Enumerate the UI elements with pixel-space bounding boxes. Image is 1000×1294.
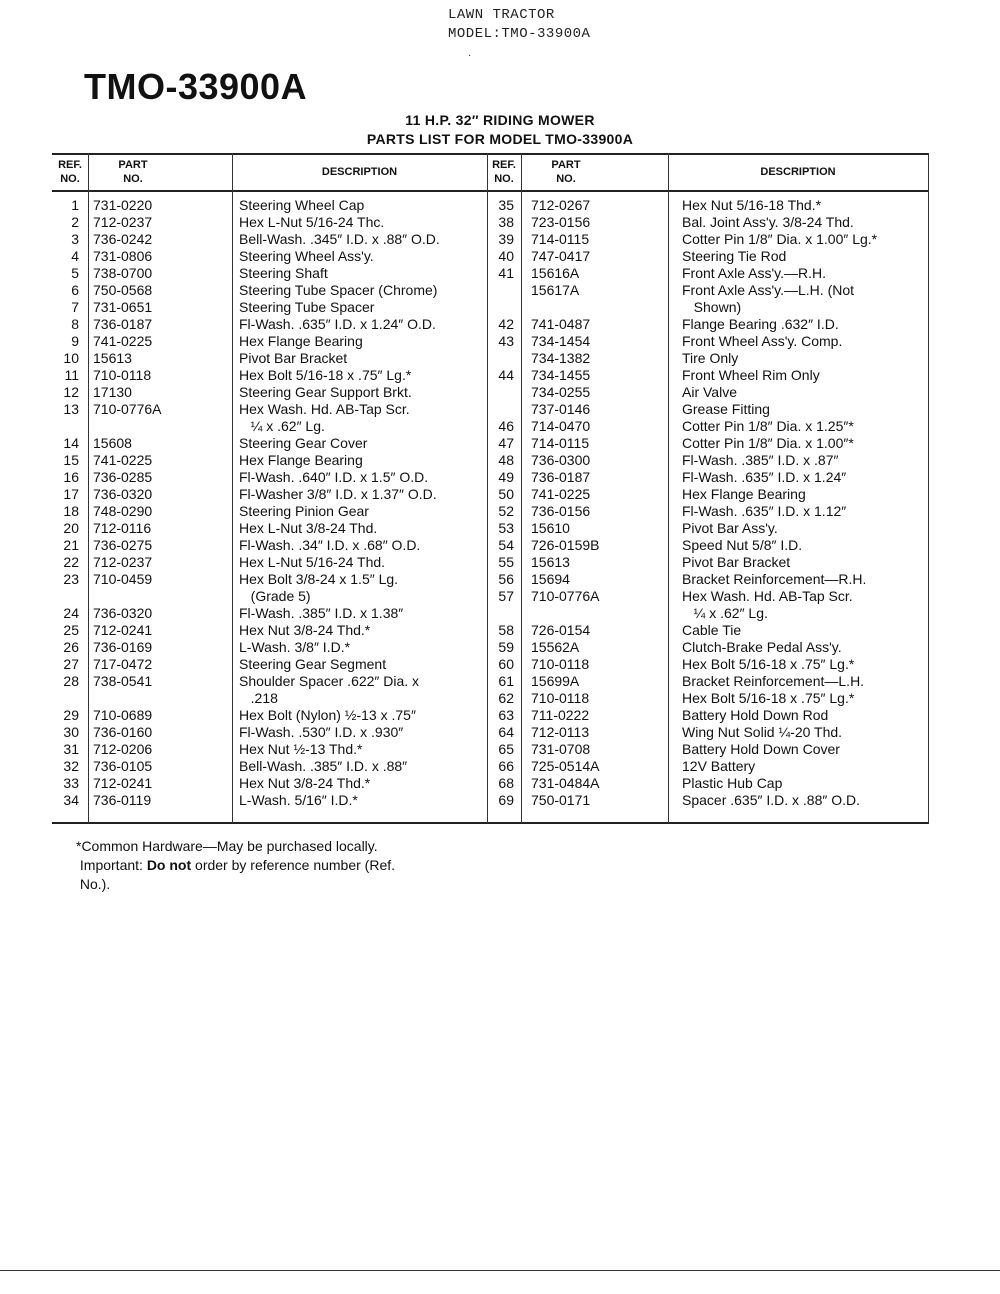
part-no-cell: 736-0285 xyxy=(93,469,153,485)
ref-no-cell: 38 xyxy=(498,214,514,230)
part-no-cell: 734-1455 xyxy=(531,367,591,383)
ref-no-cell: 49 xyxy=(498,469,514,485)
ref-no-cell: 41 xyxy=(498,265,514,281)
part-no-cell: 726-0159B xyxy=(531,537,600,553)
description-cell: Fl-Wash. .640″ I.D. x 1.5″ O.D. xyxy=(239,469,429,485)
header-ref-no-2: REF. NO. xyxy=(492,159,516,185)
table-row xyxy=(52,707,929,724)
ref-no-cell: 10 xyxy=(63,350,79,366)
part-no-cell: 748-0290 xyxy=(93,503,153,519)
part-no-cell: 712-0237 xyxy=(93,214,153,230)
ref-no-cell: 21 xyxy=(63,537,79,553)
ref-no-cell: 57 xyxy=(498,588,514,604)
table-row xyxy=(52,418,929,435)
part-no-cell: 738-0700 xyxy=(93,265,153,281)
ref-no-cell: 5 xyxy=(71,265,79,281)
ref-no-cell: 40 xyxy=(498,248,514,264)
description-cell: Hex Wash. Hd. AB-Tap Scr. xyxy=(239,401,410,417)
footnote-important: Important: Do not order by reference number (Ref. xyxy=(79,857,396,873)
description-cell: Fl-Washer 3/8″ I.D. x 1.37″ O.D. xyxy=(239,486,437,502)
description-cell: Wing Nut Solid ¼-20 Thd. xyxy=(682,724,843,740)
speck-mark: · xyxy=(468,50,472,61)
part-no-cell: 736-0242 xyxy=(93,231,153,247)
ref-no-cell: 29 xyxy=(63,707,79,723)
description-cell: Hex Bolt 5/16-18 x .75″ Lg.* xyxy=(682,690,855,706)
ref-no-cell: 22 xyxy=(63,554,79,570)
part-no-cell: 714-0470 xyxy=(531,418,591,434)
part-no-cell: 15562A xyxy=(531,639,580,655)
footnote-important-cont: No.). xyxy=(79,876,111,892)
description-cell: Hex Nut ½-13 Thd.* xyxy=(239,741,363,757)
header-line-1: LAWN TRACTOR xyxy=(448,7,555,23)
part-no-cell: 736-0119 xyxy=(93,792,152,808)
part-no-cell: 712-0267 xyxy=(531,197,591,213)
part-no-cell: 736-0320 xyxy=(93,486,153,502)
description-cell: Pivot Bar Bracket xyxy=(239,350,348,366)
table-row xyxy=(52,401,929,418)
part-no-cell: 750-0568 xyxy=(93,282,153,298)
header-description: DESCRIPTION xyxy=(321,166,398,178)
table-header-rule xyxy=(52,190,929,192)
table-row xyxy=(52,792,929,809)
table-row xyxy=(52,316,929,333)
header-part-no: PART NO. xyxy=(118,159,148,185)
part-no-cell: 736-0105 xyxy=(93,758,153,774)
description-cell: Hex Flange Bearing xyxy=(239,452,363,468)
description-cell: Bell-Wash. .385″ I.D. x .88″ xyxy=(239,758,408,774)
ref-no-cell: 63 xyxy=(498,707,514,723)
part-no-cell: 736-0169 xyxy=(93,639,153,655)
footnote-common-hardware: *Common Hardware—May be purchased locally. xyxy=(76,838,378,854)
ref-no-cell: 66 xyxy=(498,758,514,774)
footnote xyxy=(76,837,395,894)
ref-no-cell: 33 xyxy=(63,775,79,791)
description-cell: Steering Wheel Ass'y. xyxy=(239,248,374,264)
part-no-cell: 741-0225 xyxy=(93,452,153,468)
description-cell: Hex Bolt 5/16-18 x .75″ Lg.* xyxy=(239,367,412,383)
ref-no-cell: 14 xyxy=(63,435,79,451)
ref-no-cell: 31 xyxy=(63,741,79,757)
description-cell: Pivot Bar Ass'y. xyxy=(682,520,778,536)
part-no-cell: 714-0115 xyxy=(531,231,590,247)
description-cell: Hex Bolt 3/8-24 x 1.5″ Lg. xyxy=(239,571,399,587)
description-cell: Cotter Pin 1/8″ Dia. x 1.00″ Lg.* xyxy=(682,231,878,247)
ref-no-cell: 30 xyxy=(63,724,79,740)
description-cell: Steering Gear Support Brkt. xyxy=(239,384,412,400)
part-no-cell: 15616A xyxy=(531,265,580,281)
part-no-cell: 710-0689 xyxy=(93,707,153,723)
part-no-cell: 731-0220 xyxy=(93,197,153,213)
table-row xyxy=(52,384,929,401)
description-cell: Clutch-Brake Pedal Ass'y. xyxy=(682,639,842,655)
part-no-cell: 712-0237 xyxy=(93,554,153,570)
table-row xyxy=(52,265,929,282)
description-cell: Steering Pinion Gear xyxy=(239,503,369,519)
ref-no-cell: 61 xyxy=(498,673,514,689)
ref-no-cell: 68 xyxy=(498,775,514,791)
page-bottom-rule xyxy=(0,1270,1000,1271)
description-cell: Fl-Wash. .34″ I.D. x .68″ O.D. xyxy=(239,537,421,553)
ref-no-cell: 50 xyxy=(498,486,514,502)
part-no-cell: 736-0156 xyxy=(531,503,591,519)
part-no-cell: 15613 xyxy=(531,554,570,570)
table-row xyxy=(52,197,929,214)
part-no-cell: 723-0156 xyxy=(531,214,591,230)
table-row xyxy=(52,775,929,792)
ref-no-cell: 53 xyxy=(498,520,514,536)
ref-no-cell: 23 xyxy=(63,571,79,587)
description-cell: Shown) xyxy=(682,299,742,315)
ref-no-cell: 58 xyxy=(498,622,514,638)
part-no-cell: 710-0118 xyxy=(531,656,590,672)
part-no-cell: 15699A xyxy=(531,673,580,689)
description-cell: Tire Only xyxy=(682,350,739,366)
description-cell: ¼ x .62″ Lg. xyxy=(239,418,325,434)
table-row xyxy=(52,486,929,503)
description-cell: Pivot Bar Bracket xyxy=(682,554,791,570)
table-row xyxy=(52,248,929,265)
ref-no-cell: 59 xyxy=(498,639,514,655)
description-cell: Fl-Wash. .635″ I.D. x 1.24″ xyxy=(682,469,847,485)
table-row xyxy=(52,673,929,690)
parts-table xyxy=(52,153,929,824)
part-no-cell: 731-0806 xyxy=(93,248,153,264)
subtitle-mower: 11 H.P. 32″ RIDING MOWER xyxy=(405,112,595,128)
description-cell: Fl-Wash. .635″ I.D. x 1.24″ O.D. xyxy=(239,316,436,332)
description-cell: Cotter Pin 1/8″ Dia. x 1.00″* xyxy=(682,435,854,451)
description-cell: Steering Gear Segment xyxy=(239,656,387,672)
description-cell: Steering Gear Cover xyxy=(239,435,368,451)
table-row xyxy=(52,282,929,299)
description-cell: .218 xyxy=(239,690,278,706)
description-cell: Hex Flange Bearing xyxy=(682,486,806,502)
ref-no-cell: 24 xyxy=(63,605,79,621)
description-cell: L-Wash. 5/16″ I.D.* xyxy=(239,792,358,808)
description-cell: 12V Battery xyxy=(682,758,756,774)
ref-no-cell: 20 xyxy=(63,520,79,536)
ref-no-cell: 54 xyxy=(498,537,514,553)
part-no-cell: 15617A xyxy=(531,282,580,298)
ref-no-cell: 13 xyxy=(63,401,79,417)
part-no-cell: 736-0187 xyxy=(531,469,591,485)
ref-no-cell: 48 xyxy=(498,452,514,468)
part-no-cell: 710-0776A xyxy=(531,588,600,604)
description-cell: Bracket Reinforcement—R.H. xyxy=(682,571,867,587)
ref-no-cell: 1 xyxy=(71,197,79,213)
description-cell: Hex L-Nut 5/16-24 Thc. xyxy=(239,214,385,230)
part-no-cell: 731-0708 xyxy=(531,741,591,757)
ref-no-cell: 34 xyxy=(63,792,79,808)
part-no-cell: 710-0459 xyxy=(93,571,153,587)
description-cell: Front Wheel Rim Only xyxy=(682,367,820,383)
part-no-cell: 712-0241 xyxy=(93,622,153,638)
table-row xyxy=(52,639,929,656)
description-cell: Fl-Wash. .385″ I.D. x 1.38″ xyxy=(239,605,404,621)
ref-no-cell: 3 xyxy=(71,231,79,247)
table-row xyxy=(52,588,929,605)
header-part-no-2: PART NO. xyxy=(551,159,581,185)
part-no-cell: 712-0116 xyxy=(93,520,152,536)
ref-no-cell: 2 xyxy=(71,214,79,230)
description-cell: Flange Bearing .632″ I.D. xyxy=(682,316,839,332)
header-description-2: DESCRIPTION xyxy=(760,166,836,178)
table-row xyxy=(52,214,929,231)
description-cell: Front Axle Ass'y.—R.H. xyxy=(682,265,827,281)
ref-no-cell: 27 xyxy=(63,656,79,672)
part-no-cell: 736-0275 xyxy=(93,537,153,553)
table-row xyxy=(52,724,929,741)
table-row xyxy=(52,333,929,350)
table-row xyxy=(52,656,929,673)
description-cell: Hex L-Nut 3/8-24 Thd. xyxy=(239,520,378,536)
table-row xyxy=(52,622,929,639)
ref-no-cell: 12 xyxy=(63,384,79,400)
part-no-cell: 741-0225 xyxy=(93,333,153,349)
part-no-cell: 712-0113 xyxy=(531,724,590,740)
description-cell: Bal. Joint Ass'y. 3/8-24 Thd. xyxy=(682,214,854,230)
ref-no-cell: 25 xyxy=(63,622,79,638)
table-row xyxy=(52,741,929,758)
part-no-cell: 734-1454 xyxy=(531,333,591,349)
table-row xyxy=(52,452,929,469)
part-no-cell: 741-0487 xyxy=(531,316,591,332)
table-body xyxy=(52,197,929,809)
part-no-cell: 714-0115 xyxy=(531,435,590,451)
description-cell: Bell-Wash. .345″ I.D. x .88″ O.D. xyxy=(239,231,440,247)
description-cell: Hex Nut 3/8-24 Thd.* xyxy=(239,775,371,791)
ref-no-cell: 16 xyxy=(63,469,79,485)
table-row xyxy=(52,503,929,520)
part-no-cell: 747-0417 xyxy=(531,248,591,264)
description-cell: Front Axle Ass'y.—L.H. (Not xyxy=(682,282,855,298)
table-bottom-rule xyxy=(52,822,929,824)
part-no-cell: 738-0541 xyxy=(93,673,153,689)
table-row xyxy=(52,537,929,554)
ref-no-cell: 56 xyxy=(498,571,514,587)
part-no-cell: 712-0241 xyxy=(93,775,153,791)
description-cell: Hex Nut 3/8-24 Thd.* xyxy=(239,622,371,638)
description-cell: Hex L-Nut 5/16-24 Thd. xyxy=(239,554,386,570)
part-no-cell: 750-0171 xyxy=(531,792,591,808)
table-row xyxy=(52,367,929,384)
description-cell: L-Wash. 3/8″ I.D.* xyxy=(239,639,351,655)
part-no-cell: 731-0484A xyxy=(531,775,600,791)
table-row xyxy=(52,299,929,316)
description-cell: Battery Hold Down Rod xyxy=(682,707,829,723)
part-no-cell: 736-0300 xyxy=(531,452,591,468)
ref-no-cell: 60 xyxy=(498,656,514,672)
table-row xyxy=(52,435,929,452)
description-cell: Hex Bolt 5/16-18 x .75″ Lg.* xyxy=(682,656,855,672)
description-cell: ¼ x .62″ Lg. xyxy=(682,605,768,621)
table-row xyxy=(52,231,929,248)
part-no-cell: 710-0776A xyxy=(93,401,162,417)
ref-no-cell: 26 xyxy=(63,639,79,655)
model-title: TMO-33900A xyxy=(84,66,308,107)
part-no-cell: 15610 xyxy=(531,520,570,536)
part-no-cell: 711-0222 xyxy=(531,707,590,723)
ref-no-cell: 44 xyxy=(498,367,514,383)
description-cell: Speed Nut 5/8″ I.D. xyxy=(682,537,803,553)
table-row xyxy=(52,520,929,537)
table-row xyxy=(52,554,929,571)
description-cell: Steering Tube Spacer xyxy=(239,299,375,315)
description-cell: Grease Fitting xyxy=(682,401,770,417)
ref-no-cell: 42 xyxy=(498,316,514,332)
description-cell: Fl-Wash. .385″ I.D. x .87″ xyxy=(682,452,839,468)
ref-no-cell: 6 xyxy=(71,282,79,298)
header-line-2: MODEL:TMO-33900A xyxy=(448,26,591,42)
ref-no-cell: 15 xyxy=(63,452,79,468)
table-row xyxy=(52,690,929,707)
table-row xyxy=(52,758,929,775)
part-no-cell: 15613 xyxy=(93,350,132,366)
description-cell: Cotter Pin 1/8″ Dia. x 1.25″* xyxy=(682,418,854,434)
description-cell: Steering Wheel Cap xyxy=(239,197,365,213)
part-no-cell: 15608 xyxy=(93,435,132,451)
ref-no-cell: 17 xyxy=(63,486,79,502)
table-row xyxy=(52,605,929,622)
description-cell: Hex Bolt (Nylon) ½-13 x .75″ xyxy=(239,707,416,723)
part-no-cell: 710-0118 xyxy=(93,367,152,383)
ref-no-cell: 47 xyxy=(498,435,514,451)
ref-no-cell: 11 xyxy=(64,367,79,383)
part-no-cell: 736-0160 xyxy=(93,724,153,740)
description-cell: Bracket Reinforcement—L.H. xyxy=(682,673,865,689)
part-no-cell: 717-0472 xyxy=(93,656,153,672)
ref-no-cell: 39 xyxy=(498,231,514,247)
description-cell: Hex Flange Bearing xyxy=(239,333,363,349)
ref-no-cell: 4 xyxy=(71,248,79,264)
description-cell: Steering Tie Rod xyxy=(682,248,787,264)
ref-no-cell: 9 xyxy=(71,333,79,349)
ref-no-cell: 62 xyxy=(498,690,514,706)
part-no-cell: 734-1382 xyxy=(531,350,591,366)
part-no-cell: 734-0255 xyxy=(531,384,591,400)
description-cell: Fl-Wash. .530″ I.D. x .930″ xyxy=(239,724,404,740)
description-cell: Shoulder Spacer .622″ Dia. x xyxy=(239,673,420,689)
description-cell: Air Valve xyxy=(682,384,737,400)
part-no-cell: 15694 xyxy=(531,571,570,587)
description-cell: Hex Nut 5/16-18 Thd.* xyxy=(682,197,822,213)
description-cell: Spacer .635″ I.D. x .88″ O.D. xyxy=(682,792,860,808)
ref-no-cell: 43 xyxy=(498,333,514,349)
part-no-cell: 17130 xyxy=(93,384,132,400)
ref-no-cell: 28 xyxy=(63,673,79,689)
table-row xyxy=(52,350,929,367)
description-cell: (Grade 5) xyxy=(239,588,311,604)
part-no-cell: 731-0651 xyxy=(93,299,153,315)
description-cell: Plastic Hub Cap xyxy=(682,775,783,791)
table-row xyxy=(52,469,929,486)
ref-no-cell: 7 xyxy=(71,299,79,315)
table-top-rule xyxy=(52,153,929,155)
ref-no-cell: 65 xyxy=(498,741,514,757)
document-header xyxy=(448,6,590,44)
part-no-cell: 737-0146 xyxy=(531,401,591,417)
description-cell: Fl-Wash. .635″ I.D. x 1.12″ xyxy=(682,503,847,519)
part-no-cell: 726-0154 xyxy=(531,622,591,638)
ref-no-cell: 64 xyxy=(498,724,514,740)
description-cell: Steering Tube Spacer (Chrome) xyxy=(239,282,438,298)
part-no-cell: 710-0118 xyxy=(531,690,590,706)
ref-no-cell: 35 xyxy=(498,197,514,213)
description-cell: Steering Shaft xyxy=(239,265,328,281)
part-no-cell: 712-0206 xyxy=(93,741,153,757)
description-cell: Battery Hold Down Cover xyxy=(682,741,840,757)
header-ref-no: REF. NO. xyxy=(58,159,82,185)
ref-no-cell: 52 xyxy=(498,503,514,519)
ref-no-cell: 32 xyxy=(63,758,79,774)
table-row xyxy=(52,571,929,588)
description-cell: Front Wheel Ass'y. Comp. xyxy=(682,333,843,349)
part-no-cell: 736-0187 xyxy=(93,316,153,332)
ref-no-cell: 69 xyxy=(498,792,514,808)
ref-no-cell: 8 xyxy=(71,316,79,332)
description-cell: Hex Wash. Hd. AB-Tap Scr. xyxy=(682,588,853,604)
ref-no-cell: 18 xyxy=(63,503,79,519)
part-no-cell: 741-0225 xyxy=(531,486,591,502)
part-no-cell: 725-0514A xyxy=(531,758,600,774)
description-cell: Cable Tie xyxy=(682,622,742,638)
ref-no-cell: 46 xyxy=(498,418,514,434)
part-no-cell: 736-0320 xyxy=(93,605,153,621)
ref-no-cell: 55 xyxy=(498,554,514,570)
subtitle-parts-list: PARTS LIST FOR MODEL TMO-33900A xyxy=(366,131,634,147)
